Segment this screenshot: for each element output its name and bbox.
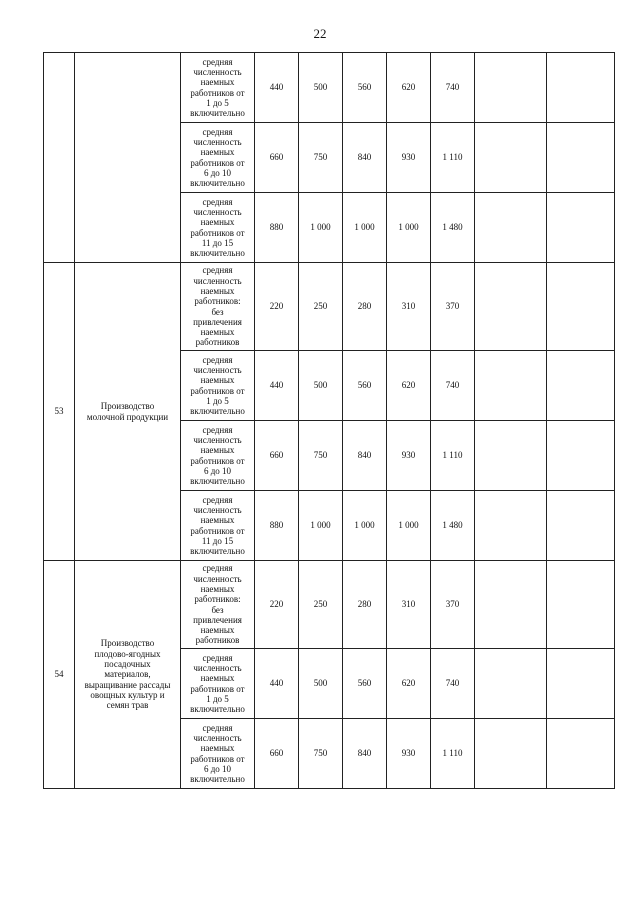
employee-condition: средняя численность наемных работников от 6 до 10 включительно — [181, 421, 255, 491]
value-cell: 930 — [387, 123, 431, 193]
row-number: 53 — [44, 263, 75, 561]
empty-cell — [547, 351, 615, 421]
value-cell: 740 — [431, 649, 475, 719]
value-cell: 370 — [431, 561, 475, 649]
value-cell: 500 — [299, 649, 343, 719]
employee-condition: средняя численность наемных работников: без привлечения наемных работников — [181, 263, 255, 351]
value-cell: 250 — [299, 263, 343, 351]
value-cell: 560 — [343, 649, 387, 719]
value-cell: 500 — [299, 53, 343, 123]
table-body — [44, 53, 615, 789]
value-cell: 280 — [343, 263, 387, 351]
value-cell: 840 — [343, 123, 387, 193]
empty-cell — [547, 123, 615, 193]
value-cell: 840 — [343, 421, 387, 491]
table-row — [44, 561, 615, 649]
value-cell: 620 — [387, 53, 431, 123]
value-cell: 440 — [255, 53, 299, 123]
activity-name: Производство плодово-ягодных посадочных материалов, выращивание рассады овощных культур и семян трав — [75, 561, 181, 789]
employee-condition: средняя численность наемных работников от 11 до 15 включительно — [181, 491, 255, 561]
empty-cell — [475, 263, 547, 351]
value-cell: 880 — [255, 193, 299, 263]
value-cell: 660 — [255, 123, 299, 193]
value-cell: 310 — [387, 263, 431, 351]
page-number: 22 — [313, 26, 327, 41]
value-cell: 740 — [431, 53, 475, 123]
empty-cell — [547, 53, 615, 123]
empty-cell — [475, 53, 547, 123]
activity-name: Производство молочной продукции — [75, 263, 181, 561]
tariff-table — [43, 52, 615, 789]
empty-cell — [547, 649, 615, 719]
value-cell: 1 000 — [299, 491, 343, 561]
value-cell: 740 — [431, 351, 475, 421]
row-number — [44, 53, 75, 263]
empty-cell — [475, 351, 547, 421]
employee-condition: средняя численность наемных работников от 11 до 15 включительно — [181, 193, 255, 263]
value-cell: 880 — [255, 491, 299, 561]
empty-cell — [547, 421, 615, 491]
value-cell: 500 — [299, 351, 343, 421]
employee-condition: средняя численность наемных работников от 1 до 5 включительно — [181, 351, 255, 421]
value-cell: 1 000 — [387, 491, 431, 561]
value-cell: 370 — [431, 263, 475, 351]
value-cell: 280 — [343, 561, 387, 649]
employee-condition: средняя численность наемных работников: без привлечения наемных работников — [181, 561, 255, 649]
value-cell: 750 — [299, 421, 343, 491]
row-number: 54 — [44, 561, 75, 789]
value-cell: 1 000 — [387, 193, 431, 263]
value-cell: 440 — [255, 649, 299, 719]
employee-condition: средняя численность наемных работников от 1 до 5 включительно — [181, 53, 255, 123]
value-cell: 660 — [255, 719, 299, 789]
empty-cell — [475, 561, 547, 649]
value-cell: 560 — [343, 53, 387, 123]
value-cell: 620 — [387, 351, 431, 421]
value-cell: 1 480 — [431, 491, 475, 561]
value-cell: 840 — [343, 719, 387, 789]
table-row — [44, 263, 615, 351]
value-cell: 620 — [387, 649, 431, 719]
employee-condition: средняя численность наемных работников от 6 до 10 включительно — [181, 719, 255, 789]
value-cell: 220 — [255, 263, 299, 351]
value-cell: 250 — [299, 561, 343, 649]
empty-cell — [547, 193, 615, 263]
value-cell: 1 000 — [343, 491, 387, 561]
value-cell: 660 — [255, 421, 299, 491]
value-cell: 560 — [343, 351, 387, 421]
empty-cell — [475, 123, 547, 193]
value-cell: 220 — [255, 561, 299, 649]
value-cell: 1 110 — [431, 719, 475, 789]
empty-cell — [475, 649, 547, 719]
value-cell: 1 000 — [343, 193, 387, 263]
value-cell: 1 110 — [431, 421, 475, 491]
value-cell: 750 — [299, 719, 343, 789]
employee-condition: средняя численность наемных работников от 6 до 10 включительно — [181, 123, 255, 193]
activity-name — [75, 53, 181, 263]
value-cell: 1 110 — [431, 123, 475, 193]
value-cell: 310 — [387, 561, 431, 649]
employee-condition: средняя численность наемных работников от 1 до 5 включительно — [181, 649, 255, 719]
empty-cell — [475, 719, 547, 789]
value-cell: 750 — [299, 123, 343, 193]
empty-cell — [475, 491, 547, 561]
empty-cell — [547, 491, 615, 561]
table-row — [44, 53, 615, 123]
empty-cell — [547, 719, 615, 789]
empty-cell — [547, 263, 615, 351]
empty-cell — [475, 421, 547, 491]
value-cell: 440 — [255, 351, 299, 421]
empty-cell — [547, 561, 615, 649]
value-cell: 1 000 — [299, 193, 343, 263]
empty-cell — [475, 193, 547, 263]
value-cell: 1 480 — [431, 193, 475, 263]
value-cell: 930 — [387, 421, 431, 491]
value-cell: 930 — [387, 719, 431, 789]
